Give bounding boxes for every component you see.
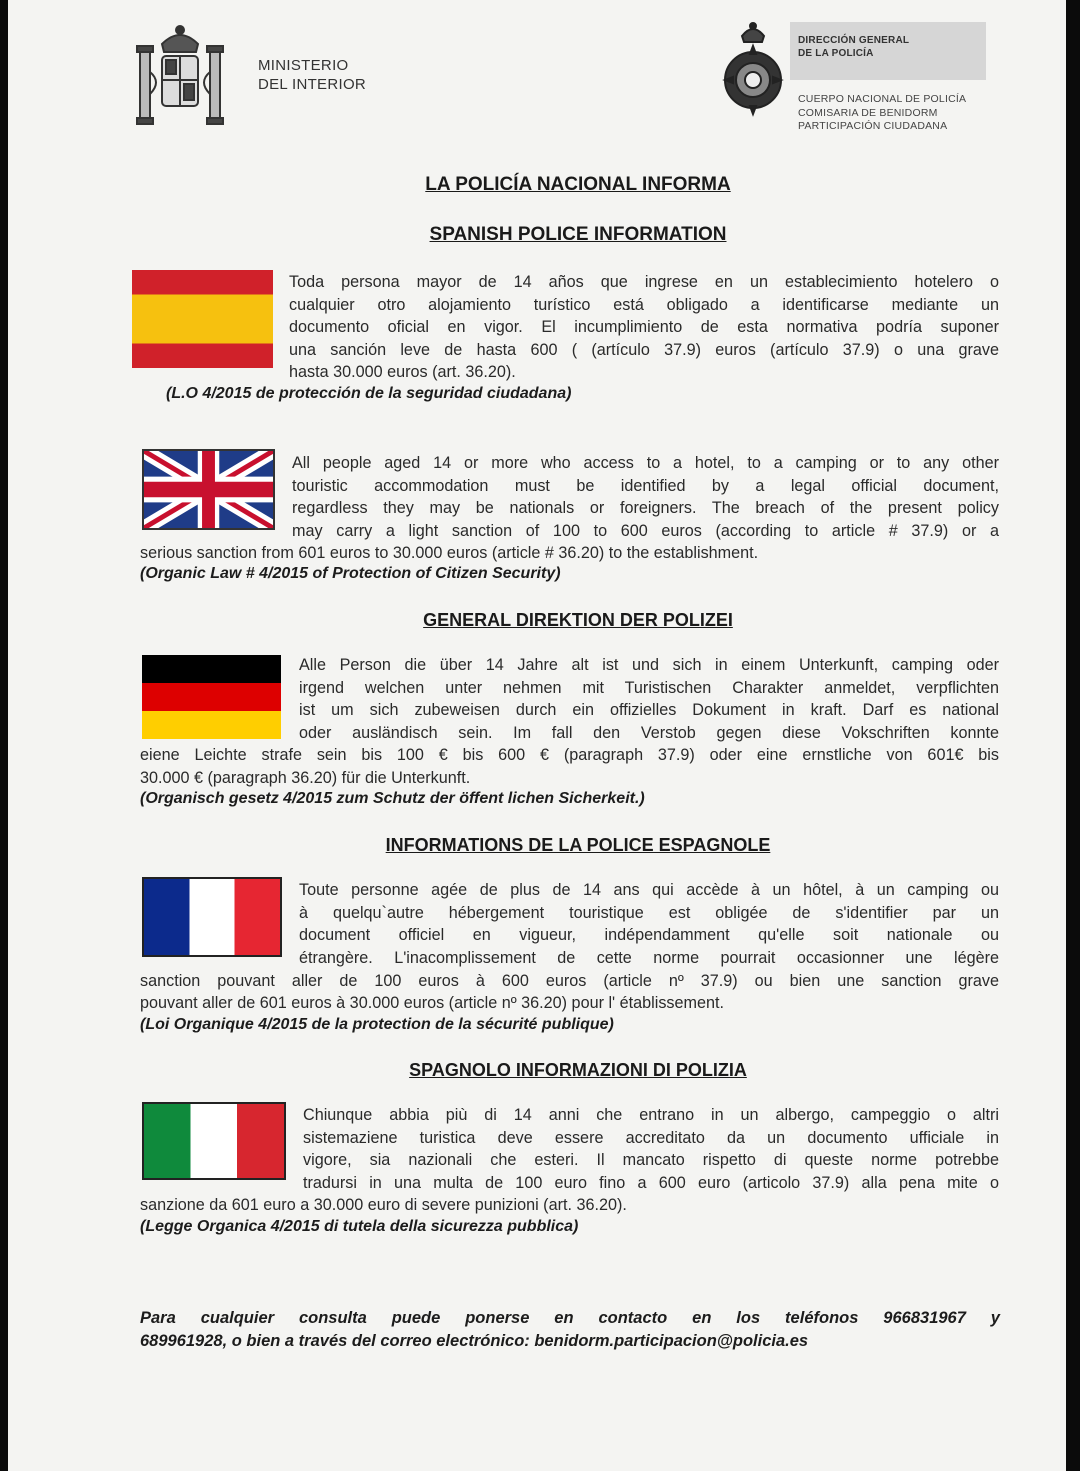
text-line: tradursi in una multa de 100 euro fino a 600 euro (articolo 37.9) alla pena mite o (303, 1173, 999, 1192)
german-title: GENERAL DIREKTION DER POLIZEI (423, 610, 733, 630)
contact-line: 689961928, o bien a través del correo electrónico: benidorm.participacion@policia.es (140, 1332, 809, 1350)
italian-paragraph (303, 1104, 999, 1194)
france-flag-icon (142, 877, 282, 957)
text-line: touristic accommodation must be identified by a legal official document, (292, 476, 999, 495)
text-line: serious sanction from 601 euros to 30.000 euros (article # 36.20) to the establishment. (140, 544, 759, 562)
english-law-reference: (Organic Law # 4/2015 of Protection of Citizen Security) (140, 565, 561, 582)
ministry-line: MINISTERIO (258, 57, 349, 74)
text-line: étrangère. L'inacomplissement de cette norme pourrait occasionner une légère (299, 948, 999, 967)
text-line: eiene Leichte strafe sein bis 100 € bis 600 € (paragraph 37.9) oder eine ernstliche von 601€ bis (140, 746, 999, 764)
cnp-line: PARTICIPACIÓN CIUDADANA (798, 120, 948, 132)
french-title: INFORMATIONS DE LA POLICE ESPAGNOLE (385, 835, 771, 855)
text-line: una sanción leve de hasta 600 ( (artículo 37.9) euros (artículo 37.9) o una grave (289, 340, 999, 359)
dgp-line: DIRECCIÓN GENERAL (798, 35, 910, 46)
italian-law-reference: (Legge Organica 4/2015 di tutela della sicurezza pubblica) (140, 1218, 579, 1235)
german-paragraph (299, 654, 999, 744)
contact-info (140, 1307, 1000, 1353)
text-line: Alle Person die über 14 Jahre alt ist und sich in einem Unterkunft, camping oder (299, 656, 999, 674)
text-line: oder ausländisch sein. Im fall den Verstob gegen diese Vokschriften konnte (299, 723, 999, 742)
text-line: may carry a light sanction of 100 to 600 euros (according to article # 37.9) or a (292, 521, 999, 540)
french-law-reference: (Loi Organique 4/2015 de la protection de la sécurité publique) (140, 1016, 614, 1033)
text-line: document officiel en vigueur, indépendamment qu'elle soit nationale ou (299, 926, 999, 944)
french-paragraph (299, 879, 999, 969)
police-badge-icon (722, 20, 784, 118)
text-line: sanzione da 601 euro a 30.000 euro di severe punizioni (art. 36.20). (140, 1196, 627, 1214)
text-line: à quelqu`autre hébergement touristique est obligée de s'identifier par un (299, 903, 999, 922)
text-line: ist um sich zubeweisen durch ein offizielles Dokument in kraft. Darf es national (299, 701, 999, 719)
text-line: regardless they may be nationals or foreigners. The breach of the present policy (292, 499, 999, 517)
ministry-label (258, 56, 366, 94)
german-law-reference: (Organisch gesetz 4/2015 zum Schutz der öffent lichen Sicherkeit.) (140, 790, 645, 807)
text-line: pouvant aller de 601 euros à 30.000 euros (article nº 36.20) pour l' établissement. (140, 994, 725, 1012)
text-line: sistemaziene turistica deve essere accreditato da un documento ufficiale in (303, 1128, 999, 1147)
text-line: Toute personne agée de plus de 14 ans qui accède à un hôtel, à un camping ou (299, 881, 999, 899)
text-line: sanction pouvant aller de 100 euros à 600 euros (article nº 37.9) ou bien une sanction grave (140, 972, 999, 990)
spanish-paragraph (289, 271, 999, 384)
italian-title: SPAGNOLO INFORMAZIONI DI POLIZIA (409, 1060, 747, 1080)
direccion-general-box (790, 22, 986, 80)
cnp-line: CUERPO NACIONAL DE POLICÍA (798, 93, 967, 105)
germany-flag-icon (142, 655, 281, 739)
text-line: 30.000 € (paragraph 36.20) für die Unterkunft. (140, 769, 471, 787)
contact-line: Para cualquier consulta puede ponerse en contacto en los teléfonos 966831967 y (140, 1309, 1000, 1327)
text-line: All people aged 14 or more who access to a hotel, to a camping or to any other (292, 454, 999, 472)
english-paragraph (292, 452, 999, 542)
text-line: hasta 30.000 euros (art. 36.20). (289, 363, 516, 381)
police-unit-label (798, 93, 966, 134)
notice-page (8, 0, 1066, 1471)
spanish-law-reference: (L.O 4/2015 de protección de la seguridad ciudadana) (166, 385, 572, 402)
italy-flag-icon (142, 1102, 286, 1180)
text-line: cualquier otro alojamiento turístico está obligado a identificarse mediante un (289, 295, 999, 314)
dgp-line: DE LA POLICÍA (798, 48, 874, 59)
uk-flag-icon (142, 449, 275, 530)
cnp-line: COMISARIA DE BENIDORM (798, 106, 938, 119)
text-line: documento oficial en vigor. El incumplimiento de esta normativa podría suponer (289, 318, 999, 336)
text-line: Toda persona mayor de 14 años que ingrese en un establecimiento hotelero o (289, 273, 999, 291)
text-line: Chiunque abbia più di 14 anni che entrano in un albergo, campeggio o altri (303, 1106, 999, 1124)
main-title: LA POLICÍA NACIONAL INFORMA (425, 174, 731, 195)
text-line: vigore, sia nazionali che esteri. Il mancato rispetto di queste norme potrebbe (303, 1151, 999, 1169)
spain-flag-icon (132, 270, 273, 368)
spain-coat-of-arms-icon (132, 22, 228, 130)
ministry-line: DEL INTERIOR (258, 76, 367, 93)
english-title: SPANISH POLICE INFORMATION (429, 224, 727, 245)
text-line: irgend welchen unter nehmen mit Turistischen Charakter anmeldet, verpflichten (299, 678, 999, 697)
